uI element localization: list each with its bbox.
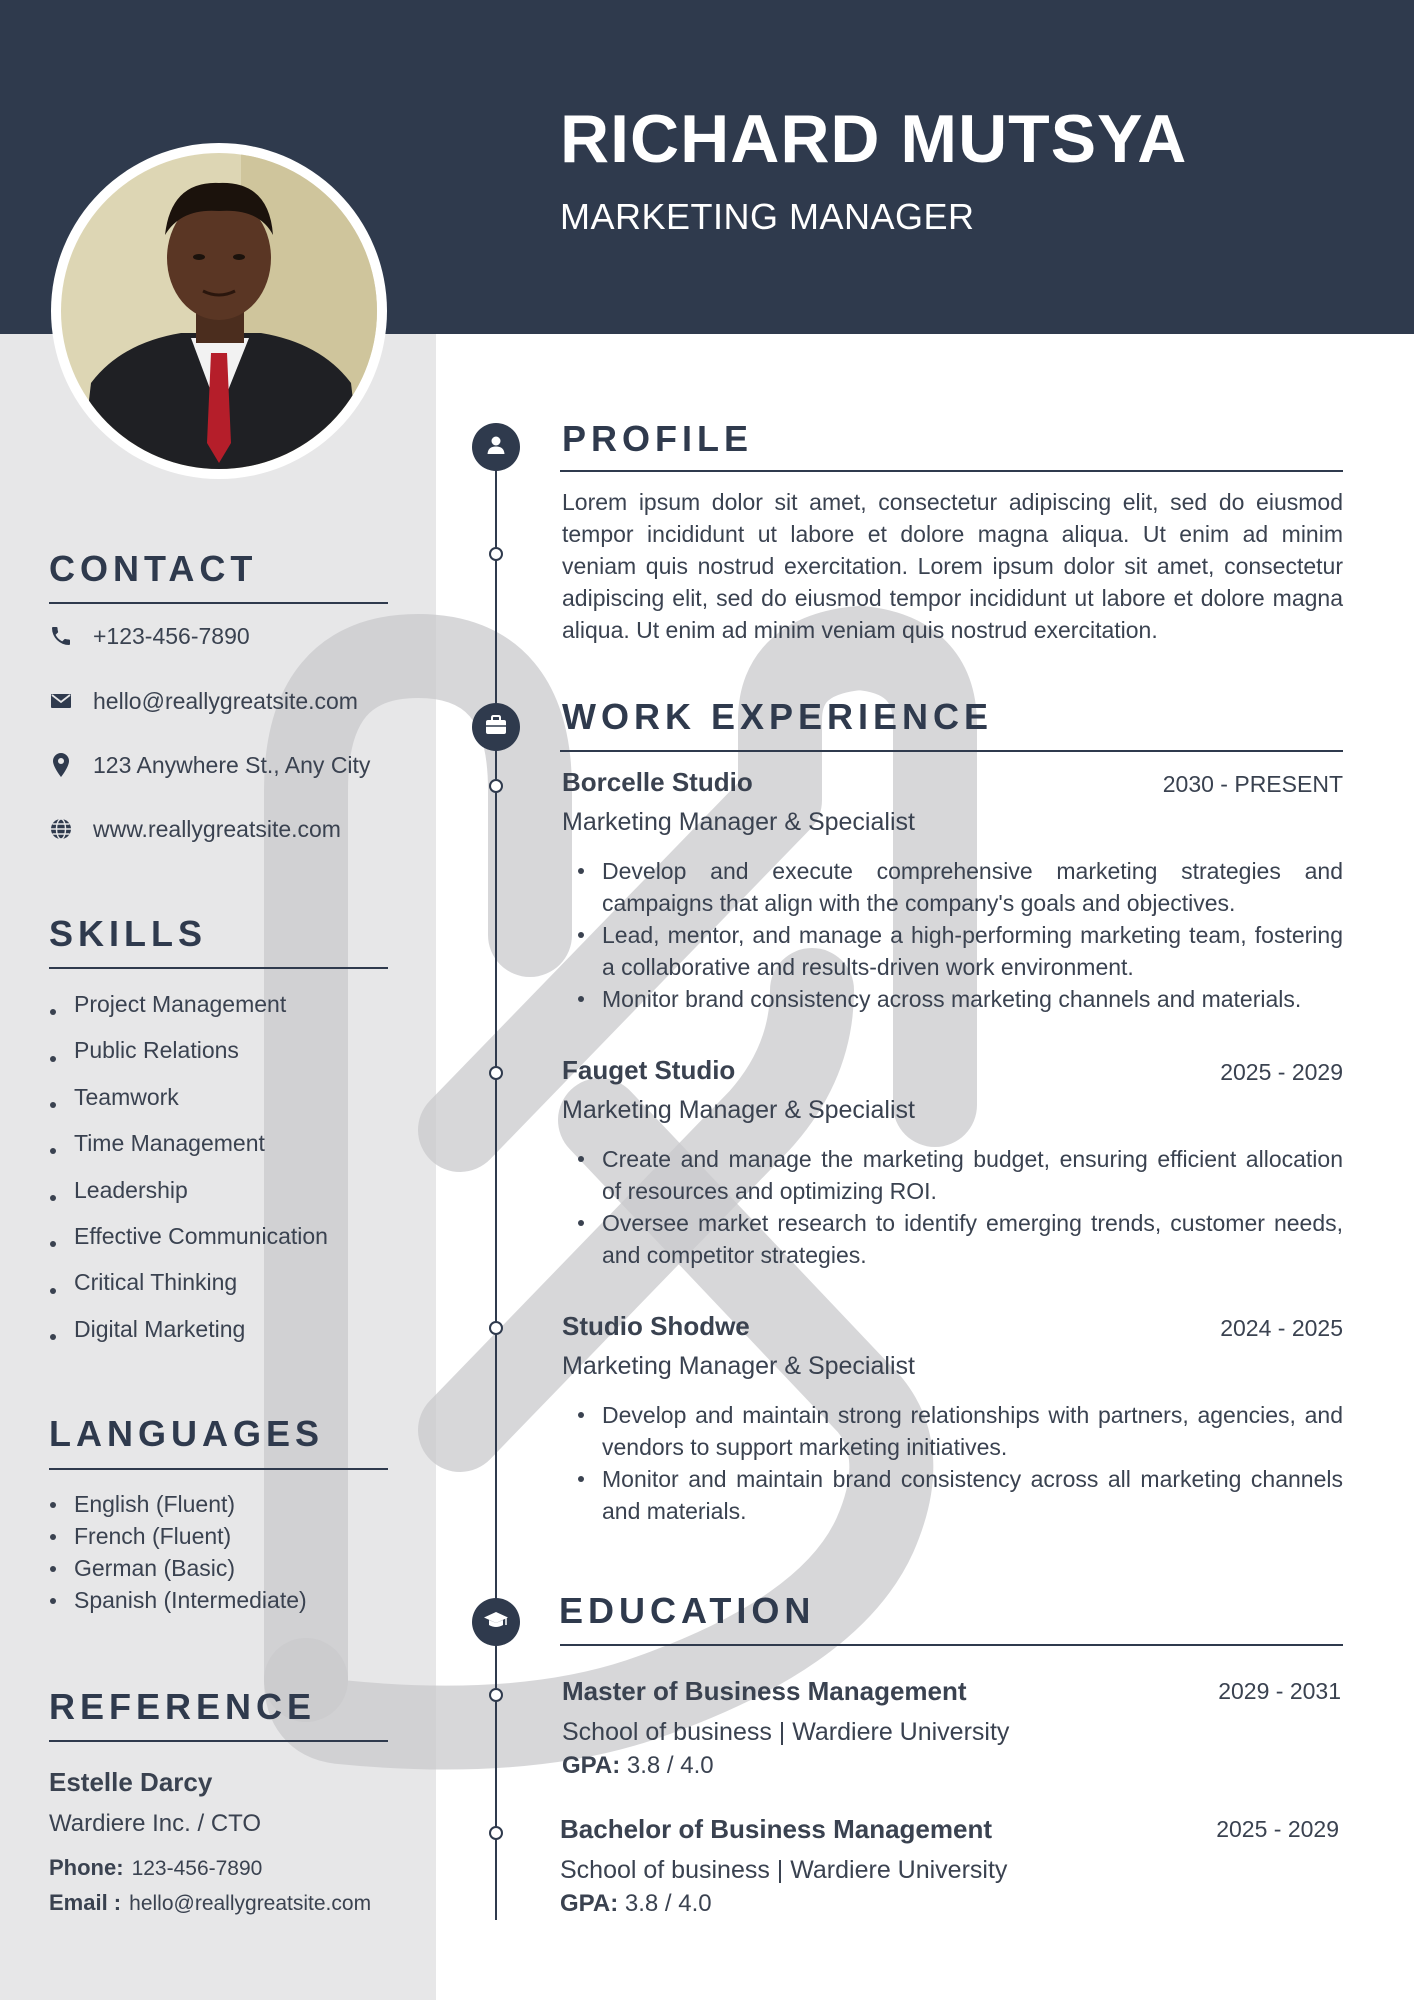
- education-dates: 2025 - 2029: [1216, 1816, 1339, 1842]
- job-dates: 2030 - PRESENT: [1162, 771, 1343, 797]
- language-item: English (Fluent): [49, 1489, 307, 1521]
- education-degree: Bachelor of Business Management: [560, 1814, 992, 1844]
- job-company: Borcelle Studio: [562, 767, 753, 797]
- education-school: School of business | Wardiere University: [560, 1856, 1008, 1884]
- skill-item: Teamwork: [49, 1082, 328, 1128]
- reference-email: [49, 1890, 371, 1916]
- skill-item: Critical Thinking: [49, 1267, 328, 1313]
- contact-phone[interactable]: [49, 621, 250, 651]
- education-degree: Master of Business Management: [562, 1676, 967, 1706]
- location-pin-icon: [49, 752, 93, 778]
- email-icon: [49, 689, 93, 713]
- job-bullet: Monitor and maintain brand consistency across all marketing channels and materials.: [602, 1463, 1343, 1527]
- job-bullets: [562, 1399, 1343, 1527]
- profile-divider: [560, 470, 1343, 472]
- contact-address-text: 123 Anywhere St., Any City: [93, 751, 371, 778]
- job-role: Marketing Manager & Specialist: [562, 1352, 915, 1380]
- job-dates: 2025 - 2029: [1220, 1059, 1343, 1085]
- skill-item: Time Management: [49, 1128, 328, 1174]
- job-bullet: Develop and execute comprehensive marketing strategies and campaigns that align with the company's goals and objectives.: [602, 855, 1343, 919]
- job-entry: [562, 767, 1343, 1015]
- job-bullets: [562, 855, 1343, 1015]
- contact-email-text: hello@reallygreatsite.com: [93, 687, 358, 714]
- job-bullet: Lead, mentor, and manage a high-performing marketing team, fostering a collaborative and results-driven work environment.: [602, 919, 1343, 983]
- user-icon: [485, 434, 507, 461]
- language-item: French (Fluent): [49, 1521, 307, 1553]
- languages-list: [49, 1489, 307, 1617]
- work-divider: [560, 750, 1343, 752]
- reference-heading: REFERENCE: [49, 1686, 317, 1727]
- timeline-dot: [489, 1066, 503, 1080]
- timeline-dot: [489, 779, 503, 793]
- contact-phone-text: +123-456-7890: [93, 622, 250, 649]
- resume-job-title: MARKETING MANAGER: [560, 196, 975, 237]
- contact-website[interactable]: [49, 814, 341, 844]
- gpa-value: 3.8 / 4.0: [626, 1752, 714, 1779]
- contact-email[interactable]: [49, 686, 358, 716]
- education-divider: [560, 1644, 1343, 1646]
- gpa-label: GPA:: [562, 1752, 621, 1779]
- skills-heading: SKILLS: [49, 913, 208, 954]
- job-role: Marketing Manager & Specialist: [562, 1096, 915, 1124]
- gpa-value: 3.8 / 4.0: [624, 1890, 712, 1917]
- contact-address: [49, 750, 370, 780]
- profile-section-marker: [472, 423, 520, 471]
- reference-email-value: hello@reallygreatsite.com: [129, 1892, 372, 1915]
- language-item: Spanish (Intermediate): [49, 1585, 307, 1617]
- languages-divider: [49, 1468, 388, 1470]
- reference-divider: [49, 1740, 388, 1742]
- job-bullet: Monitor brand consistency across marketing channels and materials.: [602, 983, 1343, 1015]
- education-gpa: [562, 1750, 1345, 1782]
- job-role: Marketing Manager & Specialist: [562, 808, 915, 836]
- job-entry: [562, 1055, 1343, 1271]
- education-heading: EDUCATION: [559, 1590, 816, 1631]
- profile-heading: PROFILE: [562, 418, 754, 459]
- globe-icon: [49, 817, 93, 841]
- job-bullet: Oversee market research to identify emerging trends, customer needs, and competitor strategies.: [602, 1207, 1343, 1271]
- education-dates: 2029 - 2031: [1218, 1678, 1341, 1704]
- skill-item: Public Relations: [49, 1035, 328, 1081]
- contact-divider: [49, 602, 388, 604]
- gpa-label: GPA:: [560, 1890, 619, 1917]
- contact-heading: CONTACT: [49, 548, 258, 589]
- skills-divider: [49, 967, 388, 969]
- reference-phone-value: 123-456-7890: [131, 1857, 263, 1880]
- education-entry: [562, 1676, 1345, 1782]
- languages-heading: LANGUAGES: [49, 1413, 325, 1454]
- resume-name: RICHARD MUTSYA: [560, 101, 1188, 177]
- briefcase-icon: [484, 714, 508, 741]
- education-entry: [560, 1814, 1343, 1920]
- profile-photo: [61, 153, 377, 469]
- job-bullet: Develop and maintain strong relationships with partners, agencies, and vendors to support marketing initiatives.: [602, 1399, 1343, 1463]
- job-bullet: Create and manage the marketing budget, ensuring efficient allocation of resources and optimizing ROI.: [602, 1143, 1343, 1207]
- reference-email-label: Email :: [49, 1890, 122, 1915]
- skill-item: Project Management: [49, 989, 328, 1035]
- reference-name: Estelle Darcy: [49, 1767, 213, 1797]
- language-item: German (Basic): [49, 1553, 307, 1585]
- phone-icon: [49, 624, 93, 648]
- timeline-dot: [489, 547, 503, 561]
- profile-summary: Lorem ipsum dolor sit amet, consectetur adipiscing elit, sed do eiusmod tempor incididunt ut labore et dolore magna aliqua. Ut enim ad minim veniam quis nostrud exercitation. Lorem ipsum dolor sit amet, consectetur adipiscing elit, sed do eiusmod tempor incididunt ut labore et dolore magna aliqua. Ut enim ad minim veniam quis nostrud exercitation.: [562, 489, 1343, 643]
- skills-list: [49, 989, 328, 1360]
- timeline-dot: [489, 1321, 503, 1335]
- work-heading: WORK EXPERIENCE: [562, 696, 994, 737]
- job-company: Fauget Studio: [562, 1055, 736, 1085]
- education-school: School of business | Wardiere University: [562, 1718, 1010, 1746]
- job-bullets: [562, 1143, 1343, 1271]
- contact-website-text: www.reallygreatsite.com: [93, 815, 341, 842]
- reference-phone: [49, 1855, 262, 1881]
- job-company: Studio Shodwe: [562, 1311, 750, 1341]
- graduation-cap-icon: [483, 1609, 509, 1636]
- reference-company: Wardiere Inc. / CTO: [49, 1810, 262, 1837]
- skill-item: Digital Marketing: [49, 1314, 328, 1360]
- job-dates: 2024 - 2025: [1220, 1315, 1343, 1341]
- timeline-dot: [489, 1688, 503, 1702]
- timeline-dot: [489, 1826, 503, 1840]
- education-section-marker: [472, 1598, 520, 1646]
- job-entry: [562, 1311, 1343, 1527]
- education-gpa: [560, 1888, 1343, 1920]
- work-section-marker: [472, 703, 520, 751]
- reference-phone-label: Phone:: [49, 1855, 124, 1880]
- skill-item: Effective Communication: [49, 1221, 328, 1267]
- skill-item: Leadership: [49, 1175, 328, 1221]
